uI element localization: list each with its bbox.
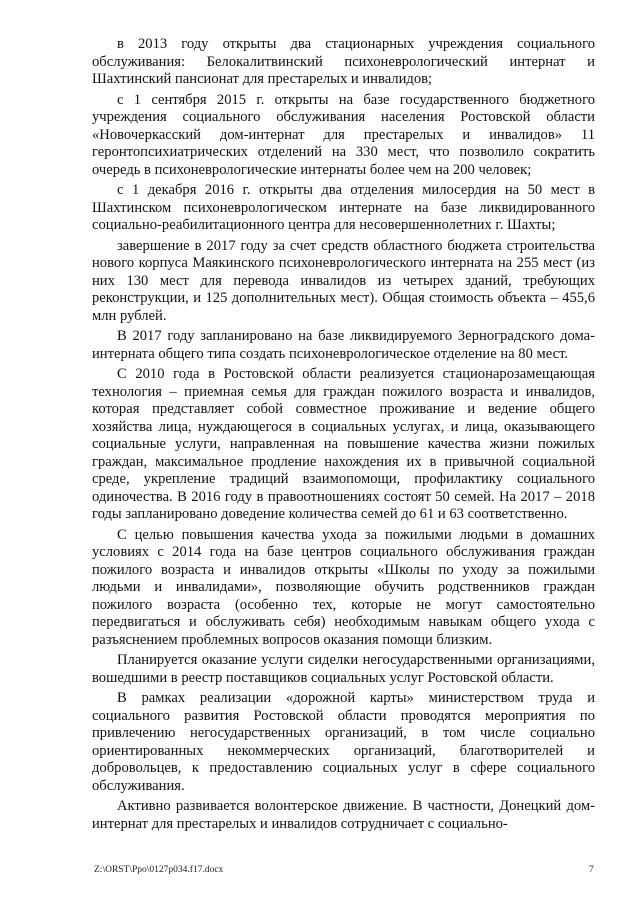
paragraph-mercy-units: с 1 декабря 2016 г. открыты два отделения милосердия на 50 мест в Шахтинском психоневрологическом интернате на базе ликвидированного социально-реабилитационного центра для несовершеннолетних г. Шахты; xyxy=(92,182,595,233)
paragraph-zernograd: В 2017 году запланировано на базе ликвидируемого Зерноградского дома-интерната общего типа создать психоневрологическое отделение на 80 мест. xyxy=(92,328,595,362)
paragraph-care-schools: С целью повышения качества ухода за пожилыми людьми в домашних условиях с 2014 года на базе центров социального обслуживания граждан пожилого возраста и инвалидов открыты «Школы по уходу за пожилыми людьми и инвалидами», позволяющие обучить родственников граждан пожилого возраста (особенно тех, которые не могут самостоятельно передвигаться и обслуживать себя) необходимым навыкам общего ухода с разъяснением проблемных вопросов оказания помощи близким. xyxy=(92,526,595,648)
paragraph-volunteers: Активно развивается волонтерское движение. В частности, Донецкий дом-интернат для престарелых и инвалидов сотрудничает с социально- xyxy=(92,798,595,832)
paragraph-caregiver-services: Планируется оказание услуги сиделки негосударственными организациями, вошедшими в реестр поставщиков социальных услуг Ростовской области. xyxy=(92,652,595,686)
paragraph-novocherkassk: с 1 сентября 2015 г. открыты на базе государственного бюджетного учреждения социального обслуживания населения Ростовской области «Новочеркасский дом-интернат для престарелых и инвалидов» 11 геронтопсихиатрических отделений на 330 мест, что позволило сократить очередь в психоневрологические интернаты более чем на 200 человек; xyxy=(92,91,595,178)
paragraph-mayakinsky: завершение в 2017 году за счет средств областного бюджета строительства нового корпуса Маякинского психоневрологического интерната на 255 мест (из них 130 мест для перевода инвалидов из четырех зданий, требующих реконструкции, и 125 дополнительных мест). Общая стоимость объекта – 455,6 млн рублей. xyxy=(92,237,595,324)
paragraph-road-map: В рамках реализации «дорожной карты» министерством труда и социального развития Ростовской области проводятся мероприятия по привлечению негосударственных организаций, в том числе социально ориентированных некоммерческих организаций, благотворителей и добровольцев, к предоставлению социальных услуг в сфере социального обслуживания. xyxy=(92,690,595,794)
paragraph-foster-family: С 2010 года в Ростовской области реализуется стационарозамещающая технология – приемная семья для граждан пожилого возраста и инвалидов, которая представляет собой совместное проживание и ведение общего хозяйства лица, нуждающегося в социальных услугах, и лица, оказывающего социальные услуги, направленная на повышение качества жизни пожилых граждан, максимальное продление нахождения их в привычной социальной среде, укрепление традиций взаимопомощи, профилактику социального одиночества. В 2016 году в правоотношениях состоят 50 семей. На 2017 – 2018 годы запланировано доведение количества семей до 61 и 63 соответственно. xyxy=(92,366,595,522)
file-path-footer: Z:\ORST\Ppo\0127p034.f17.docx xyxy=(94,865,224,875)
page-number: 7 xyxy=(589,865,594,875)
paragraph-2013-institutions: в 2013 году открыты два стационарных учреждения социального обслуживания: Белокалитвинский психоневрологический интернат и Шахтинский пансионат для престарелых и инвалидов; xyxy=(92,36,595,87)
document-body xyxy=(92,36,595,836)
